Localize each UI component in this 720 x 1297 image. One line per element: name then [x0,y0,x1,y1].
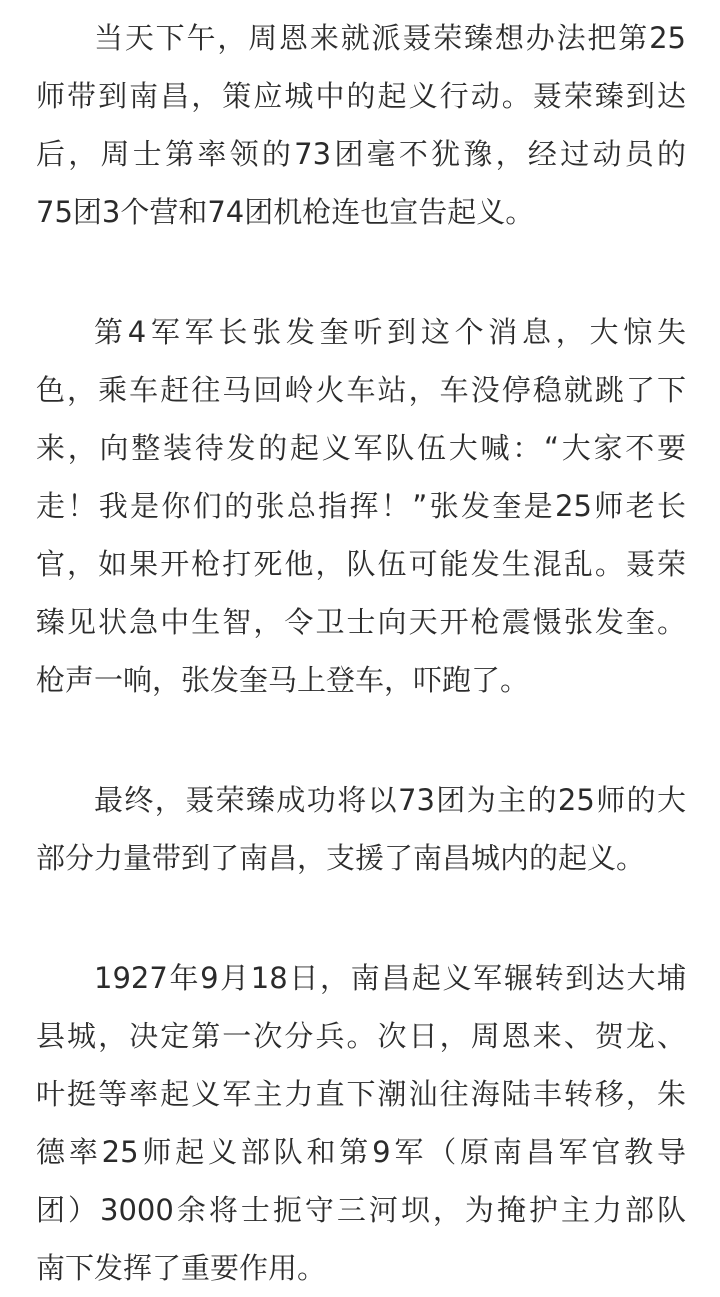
text-line: 官，如果开枪打死他，队伍可能发生混乱。聂荣 [36,547,686,581]
text-line: 部分力量带到了南昌，支援了南昌城内的起义。 [36,841,646,875]
paragraph-1 [36,0,686,241]
text-line: 第4军军长张发奎听到这个消息，大惊失 [94,315,686,349]
text-line: 叶挺等率起义军主力直下潮汕往海陆丰转移，朱 [36,1077,686,1111]
text-line: 县城，决定第一次分兵。次日，周恩来、贺龙、 [36,1019,686,1053]
text-line: 最终，聂荣臻成功将以73团为主的25师的大 [94,783,686,817]
text-line: 臻见状急中生智，令卫士向天开枪震慑张发奎。 [36,605,686,639]
text-line: 走！我是你们的张总指挥！”张发奎是25师老长 [36,489,686,523]
text-line: 南下发挥了重要作用。 [36,1251,327,1285]
text-line: 当天下午，周恩来就派聂荣臻想办法把第25 [94,21,686,55]
text-line: 师带到南昌，策应城中的起义行动。聂荣臻到达 [36,79,686,113]
paragraph-3 [36,771,686,887]
text-line: 后，周士第率领的73团毫不犹豫，经过动员的 [36,137,686,171]
text-line: 枪声一响，张发奎马上登车，吓跑了。 [36,663,530,697]
text-line: 团）3000余将士扼守三河坝，为掩护主力部队 [36,1193,686,1227]
paragraph-2 [36,303,686,709]
text-line: 色，乘车赶往马回岭火车站，车没停稳就跳了下 [36,373,686,407]
paragraph-4 [36,949,686,1297]
text-line: 1927年9月18日，南昌起义军辗转到达大埔 [94,961,686,995]
article-body [36,0,686,1297]
text-line: 75团3个营和74团机枪连也宣告起义。 [36,195,535,229]
text-line: 来，向整装待发的起义军队伍大喊：“大家不要 [36,431,686,465]
text-line: 德率25师起义部队和第9军（原南昌军官教导 [36,1135,686,1169]
